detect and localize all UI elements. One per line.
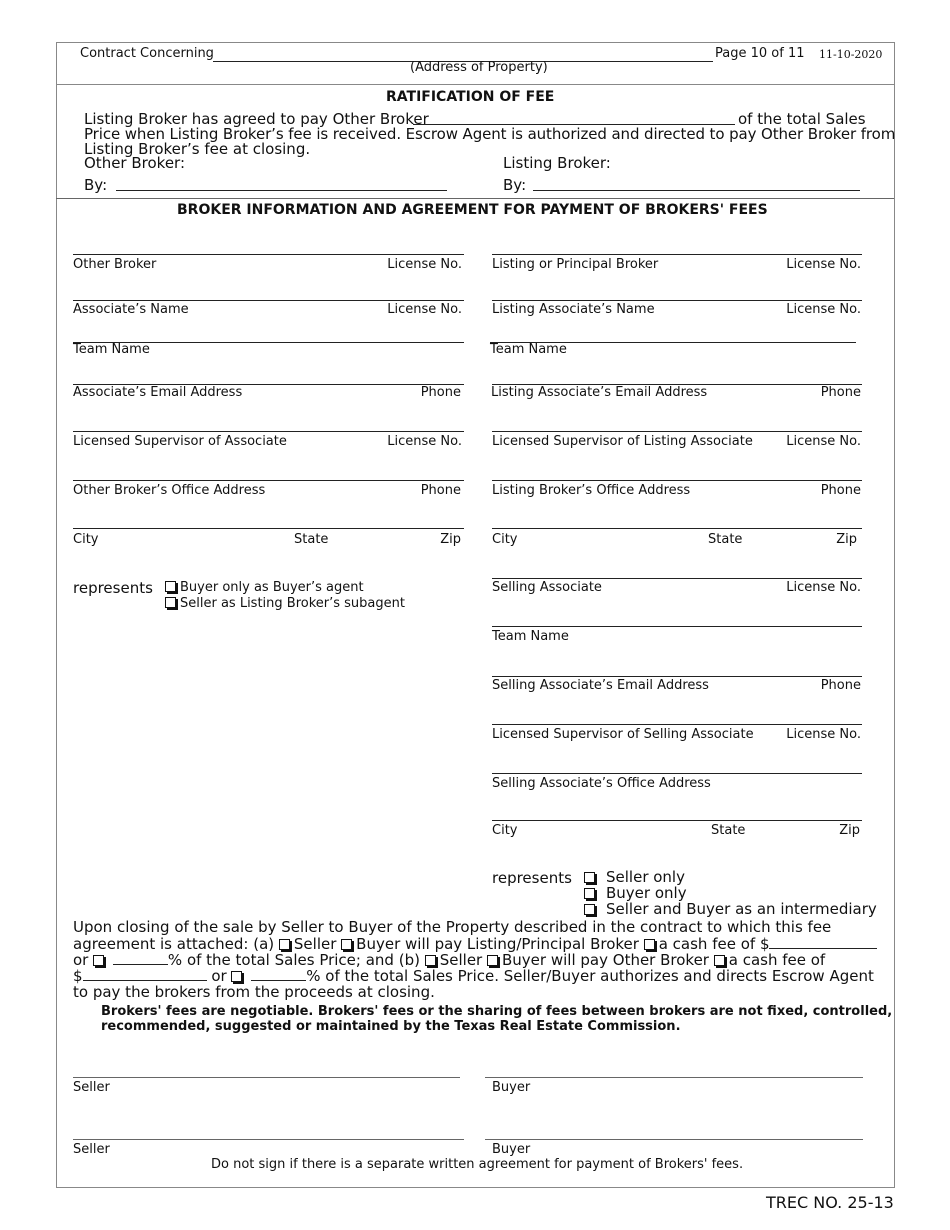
associates-name-caption: Associate’s Name <box>73 302 189 317</box>
page-number: Page 10 of 11 <box>715 46 805 61</box>
listing-team-name-caption: Team Name <box>490 342 567 357</box>
b-seller-checkbox[interactable] <box>425 955 436 966</box>
listing-broker-label: Listing Broker: <box>503 154 611 172</box>
trec-form-number: TREC NO. 25-13 <box>766 1193 894 1212</box>
listing-associates-phone-caption: Phone <box>820 385 861 400</box>
selling-associate-field[interactable] <box>492 578 862 579</box>
form-date: 11-10-2020 <box>819 48 883 61</box>
listing-broker-field[interactable] <box>492 254 862 255</box>
listing-associates-name-caption: Listing Associate’s Name <box>492 302 655 317</box>
closing-a-label: agreement is attached: (a) <box>73 935 275 953</box>
listing-broker-license-caption: License No. <box>786 257 861 272</box>
intermediary-label: Seller and Buyer as an intermediary <box>606 900 877 918</box>
intermediary-checkbox[interactable] <box>584 904 595 915</box>
listing-office-field[interactable] <box>492 480 862 481</box>
ratification-line2: Price when Listing Broker’s fee is received. Escrow Agent is authorized and directed to pay Other Broker from <box>84 125 896 143</box>
buyer-signature-field-2[interactable] <box>485 1139 863 1140</box>
a-cash-fee-checkbox[interactable] <box>644 939 655 950</box>
buyer-only-checkbox[interactable] <box>584 888 595 899</box>
a-seller-checkbox[interactable] <box>279 939 290 950</box>
b-percent-checkbox[interactable] <box>231 971 242 982</box>
licensed-supervisor-selling-caption: Licensed Supervisor of Selling Associate <box>492 727 754 742</box>
contract-concerning-label: Contract Concerning <box>80 46 214 61</box>
selling-city-caption: City <box>492 823 518 838</box>
buyer-signature-caption-1: Buyer <box>492 1080 531 1095</box>
seller-subagent-label: Seller as Listing Broker’s subagent <box>180 596 405 611</box>
a-percent-label: % of the total Sales Price; and (b) <box>167 951 420 969</box>
seller-subagent-checkbox[interactable] <box>165 597 176 608</box>
selling-associates-phone-caption: Phone <box>820 678 861 693</box>
buyer-signature-caption-2: Buyer <box>492 1142 531 1157</box>
closing-line-5: to pay the brokers from the proceeds at closing. <box>73 983 435 1001</box>
listing-broker-signature-field[interactable] <box>533 190 860 191</box>
selling-associate-license-caption: License No. <box>786 580 861 595</box>
a-or-label: or <box>73 951 89 969</box>
right-city-state-zip-field[interactable] <box>492 528 862 529</box>
listing-broker-caption: Listing or Principal Broker <box>492 257 659 272</box>
listing-office-caption: Listing Broker’s Office Address <box>492 483 691 498</box>
section-divider <box>56 198 894 199</box>
ratification-line1-end: of the total Sales <box>738 110 866 128</box>
listing-broker-by-label: By: <box>503 176 527 194</box>
selling-zip-caption: Zip <box>839 823 860 838</box>
ratification-title: RATIFICATION OF FEE <box>386 89 555 105</box>
licensed-supervisor-listing-license-caption: License No. <box>786 434 861 449</box>
ratification-line1-start: Listing Broker has agreed to pay Other Broker <box>84 110 429 128</box>
licensed-supervisor-field[interactable] <box>73 431 464 432</box>
licensed-supervisor-caption: Licensed Supervisor of Associate <box>73 434 287 449</box>
buyer-signature-field-1[interactable] <box>485 1077 863 1078</box>
seller-only-checkbox[interactable] <box>584 872 595 883</box>
a-cash-fee-label: a cash fee of $ <box>658 935 770 953</box>
buyer-agent-label: Buyer only as Buyer’s agent <box>180 580 364 595</box>
b-buyer-label: Buyer <box>502 951 547 969</box>
selling-state-caption: State <box>711 823 746 838</box>
other-broker-office-phone-caption: Phone <box>420 483 461 498</box>
licensed-supervisor-listing-field[interactable] <box>492 431 862 432</box>
right-represents-label: represents <box>492 869 572 887</box>
other-broker-by-label: By: <box>84 176 108 194</box>
a-seller-label: Seller <box>293 935 337 953</box>
left-city-state-zip-field[interactable] <box>73 528 464 529</box>
associates-name-field[interactable] <box>73 300 464 301</box>
right-zip-caption: Zip <box>836 532 857 547</box>
other-broker-caption: Other Broker <box>73 257 157 272</box>
left-represents-label: represents <box>73 579 153 597</box>
right-city-caption: City <box>492 532 518 547</box>
a-cash-fee-field[interactable] <box>769 936 877 949</box>
a-percent-checkbox[interactable] <box>93 955 104 966</box>
selling-associates-email-caption: Selling Associate’s Email Address <box>492 678 709 693</box>
licensed-supervisor-selling-field[interactable] <box>492 724 862 725</box>
team-name-caption: Team Name <box>73 342 150 357</box>
b-cash-fee-label: a cash fee of <box>728 951 826 969</box>
seller-signature-field-1[interactable] <box>73 1077 460 1078</box>
ratification-line3: Listing Broker’s fee at closing. <box>84 140 311 158</box>
seller-signature-caption-2: Seller <box>73 1142 110 1157</box>
left-option-buyer[interactable] <box>165 580 364 595</box>
other-broker-label: Other Broker: <box>84 154 186 172</box>
fees-negotiable-notice-2: recommended, suggested or maintained by the Texas Real Estate Commission. <box>101 1019 681 1034</box>
fees-negotiable-notice: Brokers' fees are negotiable. Brokers' fees or the sharing of fees between brokers are not fixed, controlled, <box>101 1004 893 1019</box>
seller-signature-field-2[interactable] <box>73 1139 464 1140</box>
selling-office-caption: Selling Associate’s Office Address <box>492 776 711 791</box>
b-or-label: or <box>211 967 227 985</box>
other-broker-license-caption: License No. <box>387 257 462 272</box>
b-percent-field[interactable] <box>251 968 306 981</box>
associates-license-caption: License No. <box>387 302 462 317</box>
other-broker-office-field[interactable] <box>73 480 464 481</box>
buyer-agent-checkbox[interactable] <box>165 581 176 592</box>
seller-only-label: Seller only <box>606 868 685 886</box>
listing-office-phone-caption: Phone <box>820 483 861 498</box>
do-not-sign-note: Do not sign if there is a separate written agreement for payment of Brokers' fees. <box>211 1157 744 1172</box>
other-broker-office-caption: Other Broker’s Office Address <box>73 483 266 498</box>
b-cash-fee-field[interactable] <box>83 968 207 981</box>
left-state-caption: State <box>294 532 329 547</box>
right-option-intermediary[interactable] <box>584 900 877 918</box>
selling-city-state-zip-field[interactable] <box>492 820 862 821</box>
left-zip-caption: Zip <box>440 532 461 547</box>
selling-associate-caption: Selling Associate <box>492 580 602 595</box>
listing-associates-email-caption: Listing Associate’s Email Address <box>491 385 708 400</box>
licensed-supervisor-listing-caption: Licensed Supervisor of Listing Associate <box>492 434 753 449</box>
b-pays-other-label: will pay Other Broker <box>550 951 709 969</box>
selling-team-name-caption: Team Name <box>492 629 569 644</box>
left-city-caption: City <box>73 532 99 547</box>
listing-associates-license-caption: License No. <box>786 302 861 317</box>
b-cash-fee-checkbox[interactable] <box>714 955 725 966</box>
a-pays-listing-label: will pay Listing/Principal Broker <box>405 935 639 953</box>
buyer-only-label: Buyer only <box>606 884 687 902</box>
a-buyer-checkbox[interactable] <box>341 939 352 950</box>
broker-info-title: BROKER INFORMATION AND AGREEMENT FOR PAYMENT OF BROKERS' FEES <box>177 202 768 218</box>
selling-office-field[interactable] <box>492 773 862 774</box>
associates-phone-caption: Phone <box>420 385 461 400</box>
a-percent-field[interactable] <box>113 952 168 965</box>
closing-line-1: Upon closing of the sale by Seller to Buyer of the Property described in the contract to which this fee <box>73 918 832 936</box>
licensed-supervisor-selling-license-caption: License No. <box>786 727 861 742</box>
selling-associates-email-field[interactable] <box>492 676 862 677</box>
other-broker-signature-field[interactable] <box>116 190 447 191</box>
a-buyer-label: Buyer <box>356 935 401 953</box>
b-percent-label: % of the total Sales Price. Seller/Buyer authorizes and directs Escrow Agent <box>306 967 874 985</box>
left-option-seller[interactable] <box>165 596 405 611</box>
seller-signature-caption-1: Seller <box>73 1080 110 1095</box>
other-broker-field[interactable] <box>73 254 464 255</box>
b-dollar-label: $ <box>73 967 83 985</box>
b-buyer-checkbox[interactable] <box>487 955 498 966</box>
selling-team-name-field[interactable] <box>492 626 862 627</box>
b-seller-label: Seller <box>439 951 483 969</box>
listing-associates-name-field[interactable] <box>492 300 862 301</box>
associates-email-caption: Associate’s Email Address <box>73 385 243 400</box>
right-state-caption: State <box>708 532 743 547</box>
address-caption: (Address of Property) <box>410 60 548 75</box>
licensed-supervisor-license-caption: License No. <box>387 434 462 449</box>
